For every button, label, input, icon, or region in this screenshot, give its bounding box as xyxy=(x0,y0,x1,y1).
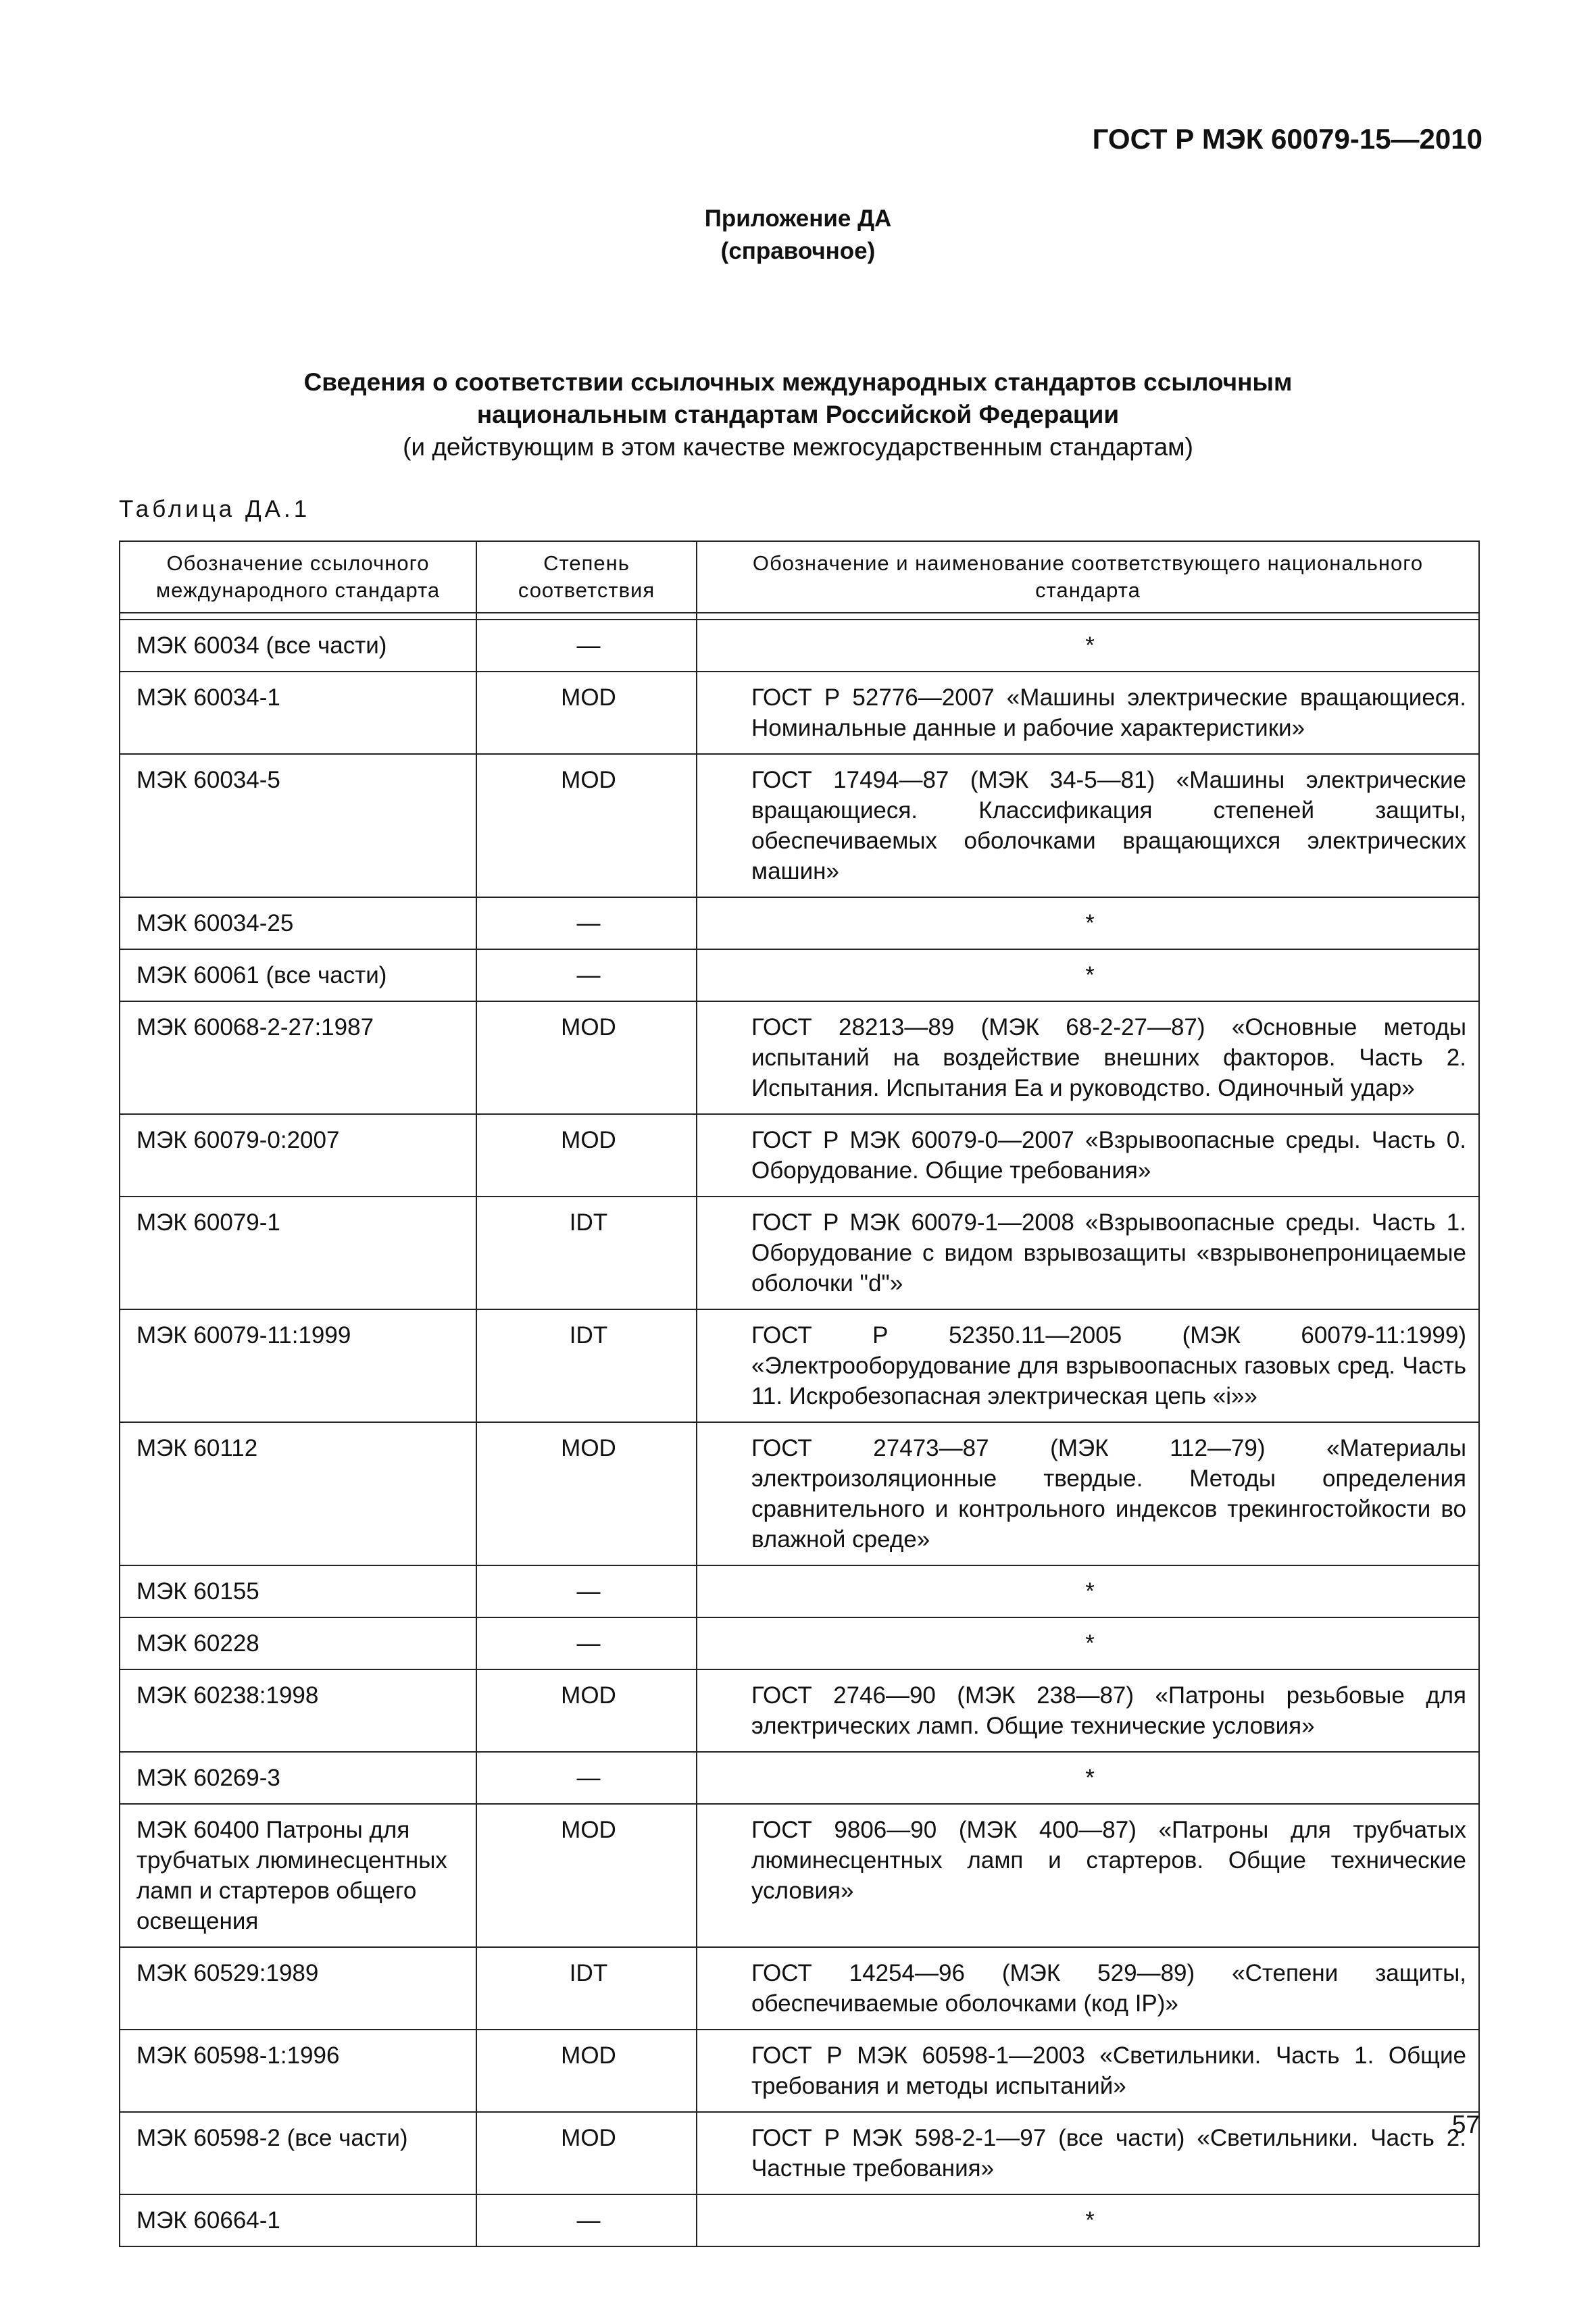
cell-national-standard: * xyxy=(697,1565,1479,1617)
table-row xyxy=(120,1565,1479,1617)
cell-ref-standard: МЭК 60061 (все части) xyxy=(120,949,476,1001)
table-row xyxy=(120,897,1479,949)
cell-national-standard: * xyxy=(697,1752,1479,1804)
national-standard-text: ГОСТ 17494—87 (МЭК 34-5—81) «Машины электрические вращающиеся. Классификация степеней защиты, обеспечиваемых оболочками вращающихся электрических машин» xyxy=(751,767,1466,884)
cell-degree: — xyxy=(476,1617,697,1669)
cell-ref-standard: МЭК 60529:1989 xyxy=(120,1947,476,2030)
table-row xyxy=(120,1752,1479,1804)
title-line-3: (и действующим в этом качестве межгосударственным стандартам) xyxy=(403,433,1193,461)
national-standard-text: ГОСТ Р 52776—2007 «Машины электрические вращающиеся. Номинальные данные и рабочие характеристики» xyxy=(751,684,1466,741)
cell-degree: MOD xyxy=(476,1422,697,1565)
national-standard-text: ГОСТ 2746—90 (МЭК 238—87) «Патроны резьбовые для электрических ламп. Общие технические условия» xyxy=(751,1682,1466,1739)
cell-degree: MOD xyxy=(476,1001,697,1114)
cell-national-standard xyxy=(697,2030,1479,2112)
header-degree: Степень соответствия xyxy=(476,541,697,613)
national-standard-text: ГОСТ 14254—96 (МЭК 529—89) «Степени защиты, обеспечиваемые оболочками (код IP)» xyxy=(751,1960,1466,2017)
cell-degree: MOD xyxy=(476,1114,697,1197)
table-header-row xyxy=(120,541,1479,613)
header-national-standard: Обозначение и наименование соответствующего национального стандарта xyxy=(697,541,1479,613)
table-row xyxy=(120,2194,1479,2246)
cell-national-standard xyxy=(697,1309,1479,1422)
table-row xyxy=(120,1947,1479,2030)
appendix-kind: (справочное) xyxy=(720,238,876,264)
cell-ref-standard: МЭК 60664-1 xyxy=(120,2194,476,2246)
table-row xyxy=(120,1001,1479,1114)
table-row xyxy=(120,1309,1479,1422)
national-standard-text: ГОСТ 27473—87 (МЭК 112—79) «Материалы электроизоляционные твердые. Методы определения сравнительного и контрольного индексов трекингостойкости во влажной среде» xyxy=(751,1435,1466,1553)
national-standard-text: ГОСТ Р МЭК 60079-0—2007 «Взрывоопасные среды. Часть 0. Оборудование. Общие требования» xyxy=(751,1127,1466,1184)
cell-national-standard xyxy=(697,1197,1479,1309)
table-row xyxy=(120,2030,1479,2112)
cell-ref-standard: МЭК 60034 (все части) xyxy=(120,620,476,672)
cell-national-standard xyxy=(697,2112,1479,2194)
cell-national-standard xyxy=(697,1669,1479,1752)
cell-national-standard xyxy=(697,1804,1479,1947)
cell-ref-standard: МЭК 60034-1 xyxy=(120,672,476,754)
cell-ref-standard: МЭК 60112 xyxy=(120,1422,476,1565)
national-standard-text: ГОСТ Р МЭК 60598-1—2003 «Светильники. Часть 1. Общие требования и методы испытаний» xyxy=(751,2042,1466,2099)
cell-ref-standard: МЭК 60079-11:1999 xyxy=(120,1309,476,1422)
table-label: Таблица ДА.1 xyxy=(119,496,311,522)
cell-degree: IDT xyxy=(476,1197,697,1309)
table-row xyxy=(120,754,1479,897)
cell-ref-standard: МЭК 60079-0:2007 xyxy=(120,1114,476,1197)
cell-national-standard xyxy=(697,1114,1479,1197)
cell-national-standard xyxy=(697,1422,1479,1565)
cell-ref-standard: МЭК 60598-2 (все части) xyxy=(120,2112,476,2194)
national-standard-text: ГОСТ 28213—89 (МЭК 68-2-27—87) «Основные методы испытаний на воздействие внешних факторов. Часть 2. Испытания. Испытания Ea и руководство. Одиночный удар» xyxy=(751,1014,1466,1101)
table-body xyxy=(120,613,1479,2246)
table-row xyxy=(120,672,1479,754)
cell-ref-standard: МЭК 60034-25 xyxy=(120,897,476,949)
cell-degree: — xyxy=(476,897,697,949)
cell-ref-standard: МЭК 60228 xyxy=(120,1617,476,1669)
cell-national-standard: * xyxy=(697,620,1479,672)
cell-ref-standard: МЭК 60068-2-27:1987 xyxy=(120,1001,476,1114)
cell-ref-standard: МЭК 60079-1 xyxy=(120,1197,476,1309)
header-gap xyxy=(120,613,1479,620)
cell-degree: MOD xyxy=(476,672,697,754)
table-row xyxy=(120,1422,1479,1565)
cell-degree: MOD xyxy=(476,2112,697,2194)
cell-ref-standard: МЭК 60400 Патроны для трубчатых люминесцентных ламп и стартеров общего освещения xyxy=(120,1804,476,1947)
cell-degree: — xyxy=(476,620,697,672)
table-row xyxy=(120,949,1479,1001)
table-row xyxy=(120,1617,1479,1669)
document-code: ГОСТ Р МЭК 60079-15—2010 xyxy=(1092,123,1482,155)
cell-national-standard: * xyxy=(697,2194,1479,2246)
title-line-2: национальным стандартам Российской Федерации xyxy=(476,401,1120,428)
table-row xyxy=(120,1197,1479,1309)
cell-national-standard xyxy=(697,672,1479,754)
cell-degree: — xyxy=(476,1752,697,1804)
cell-degree: MOD xyxy=(476,2030,697,2112)
page-number: 57 xyxy=(1451,2111,1480,2138)
national-standard-text: ГОСТ Р МЭК 598-2-1—97 (все части) «Светильники. Часть 2. Частные требования» xyxy=(751,2125,1466,2182)
title-line-1: Сведения о соответствии ссылочных международных стандартов ссылочным xyxy=(303,368,1293,396)
cell-national-standard: * xyxy=(697,897,1479,949)
cell-degree: MOD xyxy=(476,1804,697,1947)
table-row xyxy=(120,1804,1479,1947)
cell-national-standard xyxy=(697,1001,1479,1114)
cell-national-standard: * xyxy=(697,1617,1479,1669)
national-standard-text: ГОСТ Р 52350.11—2005 (МЭК 60079-11:1999) «Электрооборудование для взрывоопасных газовых сред. Часть 11. Искробезопасная электрическая цепь «i»» xyxy=(751,1322,1466,1409)
cell-degree: MOD xyxy=(476,1669,697,1752)
standards-table xyxy=(119,540,1480,2247)
table-row xyxy=(120,2112,1479,2194)
cell-degree: IDT xyxy=(476,1947,697,2030)
cell-degree: MOD xyxy=(476,754,697,897)
cell-ref-standard: МЭК 60034-5 xyxy=(120,754,476,897)
cell-national-standard xyxy=(697,754,1479,897)
table-row xyxy=(120,620,1479,672)
header-ref-standard: Обозначение ссылочного международного стандарта xyxy=(120,541,476,613)
cell-degree: — xyxy=(476,1565,697,1617)
cell-degree: IDT xyxy=(476,1309,697,1422)
cell-national-standard xyxy=(697,1947,1479,2030)
section-title xyxy=(0,366,1596,463)
cell-degree: — xyxy=(476,2194,697,2246)
appendix-title: Приложение ДА xyxy=(704,205,892,232)
cell-ref-standard: МЭК 60269-3 xyxy=(120,1752,476,1804)
cell-ref-standard: МЭК 60155 xyxy=(120,1565,476,1617)
table-row xyxy=(120,1114,1479,1197)
cell-ref-standard: МЭК 60598-1:1996 xyxy=(120,2030,476,2112)
national-standard-text: ГОСТ Р МЭК 60079-1—2008 «Взрывоопасные среды. Часть 1. Оборудование с видом взрывозащиты «взрывонепроницаемые оболочки "d"» xyxy=(751,1209,1466,1297)
appendix-heading xyxy=(0,203,1596,268)
cell-ref-standard: МЭК 60238:1998 xyxy=(120,1669,476,1752)
national-standard-text: ГОСТ 9806—90 (МЭК 400—87) «Патроны для трубчатых люминесцентных ламп и стартеров. Общие технические условия» xyxy=(751,1817,1466,1904)
cell-national-standard: * xyxy=(697,949,1479,1001)
cell-degree: — xyxy=(476,949,697,1001)
table-row xyxy=(120,1669,1479,1752)
